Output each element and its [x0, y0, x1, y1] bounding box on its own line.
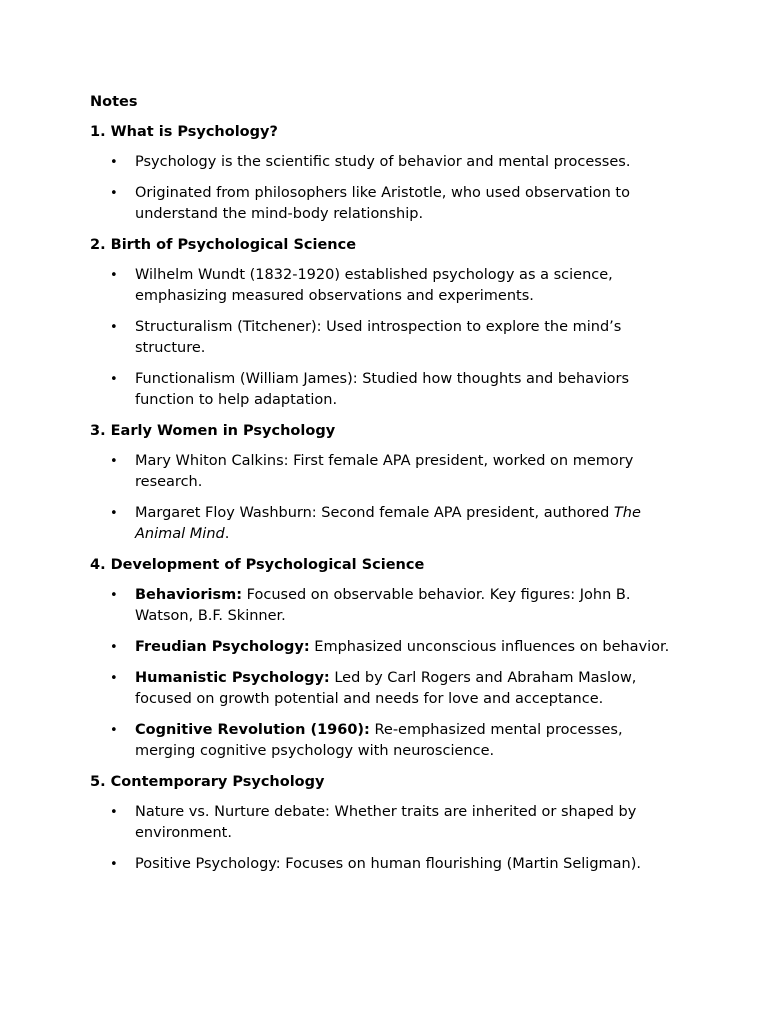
bullet-icon: •	[110, 320, 118, 335]
list-item	[90, 451, 670, 493]
list-item-text: Functionalism (William James): Studied how thoughts and behaviors function to help adaptation.	[135, 371, 630, 408]
list-item-text: Originated from philosophers like Aristotle, who used observation to understand the mind-body relationship.	[135, 185, 630, 222]
term-label: Freudian Psychology:	[135, 639, 310, 655]
bullet-icon: •	[110, 454, 118, 469]
list-item	[90, 637, 670, 658]
list-item-text: Wilhelm Wundt (1832-1920) established psychology as a science, emphasizing measured observations and experiments.	[135, 267, 613, 304]
section-heading-development-of-psychological-science: 4. Development of Psychological Science	[90, 557, 425, 573]
bullet-icon: •	[110, 506, 118, 521]
list-item	[90, 152, 670, 173]
bullet-icon: •	[110, 857, 118, 872]
book-title: The Animal Mind	[135, 505, 641, 542]
list-item	[90, 183, 670, 225]
bullet-icon: •	[110, 805, 118, 820]
section-heading-contemporary-psychology: 5. Contemporary Psychology	[90, 774, 325, 790]
list-item-text: Led by Carl Rogers and Abraham Maslow, focused on growth potential and needs for love and acceptance.	[135, 670, 637, 707]
bullet-icon: •	[110, 186, 118, 201]
list-item-text: Structuralism (Titchener): Used introspection to explore the mind’s structure.	[135, 319, 622, 356]
list-item-text: Focused on observable behavior. Key figures: John B. Watson, B.F. Skinner.	[135, 587, 631, 624]
term-label: Behaviorism:	[135, 587, 243, 603]
list-item	[90, 854, 670, 875]
document-title: Notes	[90, 94, 138, 110]
term-label: Cognitive Revolution (1960):	[135, 722, 370, 738]
bullet-icon: •	[110, 671, 118, 686]
list-item	[90, 585, 670, 627]
list-item	[90, 503, 670, 545]
section-list-what-is-psychology	[90, 152, 668, 225]
section-list-development-of-psychological-science	[90, 585, 668, 762]
bullet-icon: •	[110, 372, 118, 387]
list-item-text: Positive Psychology: Focuses on human flourishing (Martin Seligman).	[135, 856, 641, 872]
bullet-icon: •	[110, 268, 118, 283]
section-heading-birth-of-psychological-science: 2. Birth of Psychological Science	[90, 237, 357, 253]
list-item-text-end: .	[224, 526, 230, 542]
list-item	[90, 265, 670, 307]
list-item-text: Psychology is the scientific study of behavior and mental processes.	[135, 154, 631, 170]
bullet-icon: •	[110, 640, 118, 655]
list-item-text: Emphasized unconscious influences on behavior.	[309, 639, 670, 655]
list-item-text: Margaret Floy Washburn: Second female APA president, authored	[135, 505, 614, 521]
section-heading-what-is-psychology: 1. What is Psychology?	[90, 124, 278, 140]
list-item	[90, 668, 670, 710]
list-item-text: Nature vs. Nurture debate: Whether traits are inherited or shaped by environment.	[135, 804, 637, 841]
bullet-icon: •	[110, 588, 118, 603]
term-label: Humanistic Psychology:	[135, 670, 330, 686]
list-item	[90, 720, 670, 762]
section-list-birth-of-psychological-science	[90, 265, 668, 411]
list-item-text: Re-emphasized mental processes, merging cognitive psychology with neuroscience.	[135, 722, 623, 759]
list-item	[90, 317, 670, 359]
section-heading-early-women-in-psychology: 3. Early Women in Psychology	[90, 423, 336, 439]
bullet-icon: •	[110, 155, 118, 170]
bullet-icon: •	[110, 723, 118, 738]
section-list-early-women-in-psychology	[90, 451, 668, 545]
list-item	[90, 369, 670, 411]
list-item	[90, 802, 670, 844]
list-item-text: Mary Whiton Calkins: First female APA president, worked on memory research.	[135, 453, 634, 490]
section-list-contemporary-psychology	[90, 802, 668, 875]
